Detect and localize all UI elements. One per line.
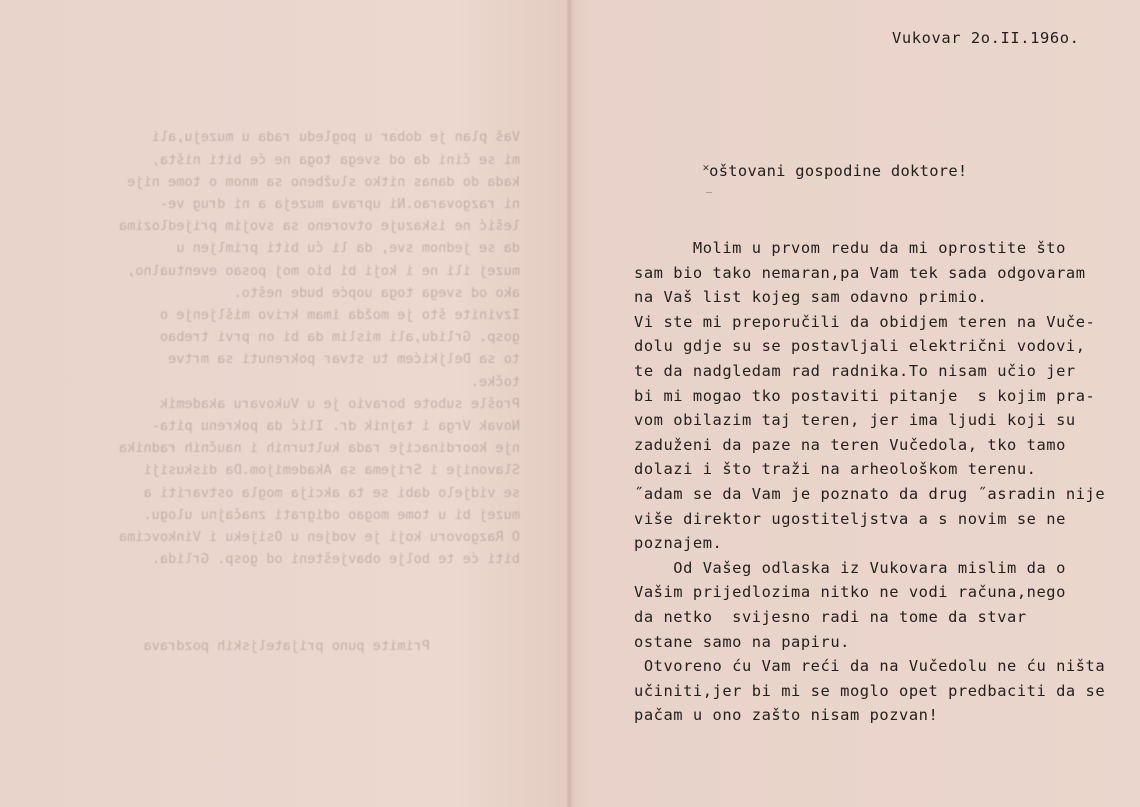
bleed-through-line: ako od svega toga uopće bude nešto.	[233, 284, 520, 301]
letter-line: bi mi mogao tko postaviti pitanje s kojim pra-	[634, 386, 1096, 405]
page-fold	[566, 0, 576, 807]
right-page	[576, 0, 1140, 807]
letter-line: ostane samo na papiru.	[634, 632, 850, 651]
letter-line: zaduženi da paze na teren Vučedola, tko tamo	[634, 435, 1066, 454]
bleed-through-line: mi se čini da od svega toga ne će biti ništa,	[151, 151, 520, 168]
letter-line: na Vaš list kojeg sam odavno primio.	[634, 288, 988, 307]
letter-line: dolu gdje su se postavljali električni vodovi,	[634, 337, 1086, 356]
letter-body	[634, 236, 1105, 728]
bleed-through-text	[20, 82, 520, 701]
bleed-through-lines	[20, 126, 520, 570]
letter-line: sam bio tako nemaran,pa Vam tek sada odgovaram	[634, 263, 1086, 282]
bleed-through-line: nje koordinacije rada kulturnih i naučnih radnika	[118, 440, 520, 457]
bleed-through-line: Novak Vrga i tajnik dr. Ilić da pokrenu pita-	[151, 418, 520, 435]
bleed-through-line: O Razgovoru koji je vodjen u Osijeku i Vinkovcima	[118, 529, 520, 546]
bleed-through-line: kada do danas nitko službeno sa mnom o tome nije	[127, 173, 520, 190]
bleed-through-line: se vidjelo dabi se ta akcija mogla ostvariti a	[143, 484, 520, 501]
letter-line: poznajem.	[634, 534, 723, 553]
bleed-through-closing: Primite puno prijateljskih pozdrava	[143, 637, 430, 654]
letter-line: više direktor ugostiteljstva a s novim se ne	[634, 509, 1066, 528]
bleed-through-line: ni razgovarao.Ni uprava muzeja a ni drug ve-	[159, 196, 520, 213]
letter-line: da netko svijesno radi na tome da stvar	[634, 607, 1027, 626]
left-page	[0, 0, 566, 807]
ink-mark	[706, 192, 712, 193]
letter-line: Od Vašeg odlaska iz Vukovara mislim da o	[634, 558, 1066, 577]
letter-date: Vukovar 2o.II.196o.	[892, 29, 1080, 47]
letter-line: Vašim prijedlozima nitko ne vodi računa,nego	[634, 583, 1066, 602]
bleed-through-line: to sa Deljkićem tu stvar pokrenuti sa mrtve	[168, 351, 520, 368]
bleed-through-line: lešić ne iskazuje otvoreno sa svojim prijedlozima	[118, 218, 520, 235]
bleed-through-line: Slavonije i Srijema sa Akademijom.Da diskusiji	[143, 462, 520, 479]
bleed-through-line: Prošle subote boravio je u Vukovaru akademik	[159, 395, 520, 412]
letter	[576, 0, 1140, 807]
letter-line: vom obilazim taj teren, jer ima ljudi koji su	[634, 411, 1076, 430]
bleed-through-line: muzej bi u tome mogao odigrati značajnu ulogu.	[143, 506, 520, 523]
letter-line: Vi ste mi preporučili da obidjem teren na Vuče-	[634, 312, 1096, 331]
bleed-through-line: Vaš plan je dobar u pogledu rada u muzeju,ali	[151, 129, 520, 146]
letter-line: pačam u ono zašto nisam pozvan!	[634, 706, 939, 725]
bleed-through-line: muzej ili ne i koji bi bio moj posao eventualno,	[127, 262, 520, 279]
letter-line: Molim u prvom redu da mi oprostite što	[634, 239, 1066, 257]
letter-line: te da nadgledam rad radnika.To nisam učio jer	[634, 361, 1076, 380]
letter-line: učiniti,jer bi mi se moglo opet predbaciti da se	[634, 681, 1106, 700]
letter-line: ˝adam se da Vam je poznato da drug ˝asradin nije	[634, 484, 1106, 503]
bleed-through-line: Izvinite što je možda imam krivo mišljenje o	[159, 307, 520, 324]
bleed-through-line: biti će te bolje obavješteni od gosp. Grlida.	[151, 551, 520, 568]
letter-line: dolazi i što traži na arheološkom terenu.	[634, 460, 1037, 479]
bleed-through-line: točke.	[470, 373, 520, 390]
bleed-through-line: gosp. Grlidu,ali mislim da bi on prvi trebao	[159, 329, 520, 346]
letter-line: Otvoreno ću Vam reći da na Vučedolu ne ću ništa	[634, 657, 1106, 676]
bleed-through-line: da se jednom sve, da li ću biti primljen u	[176, 240, 520, 257]
letter-salutation: ˟oštovani gospodine doktore!	[703, 162, 968, 180]
